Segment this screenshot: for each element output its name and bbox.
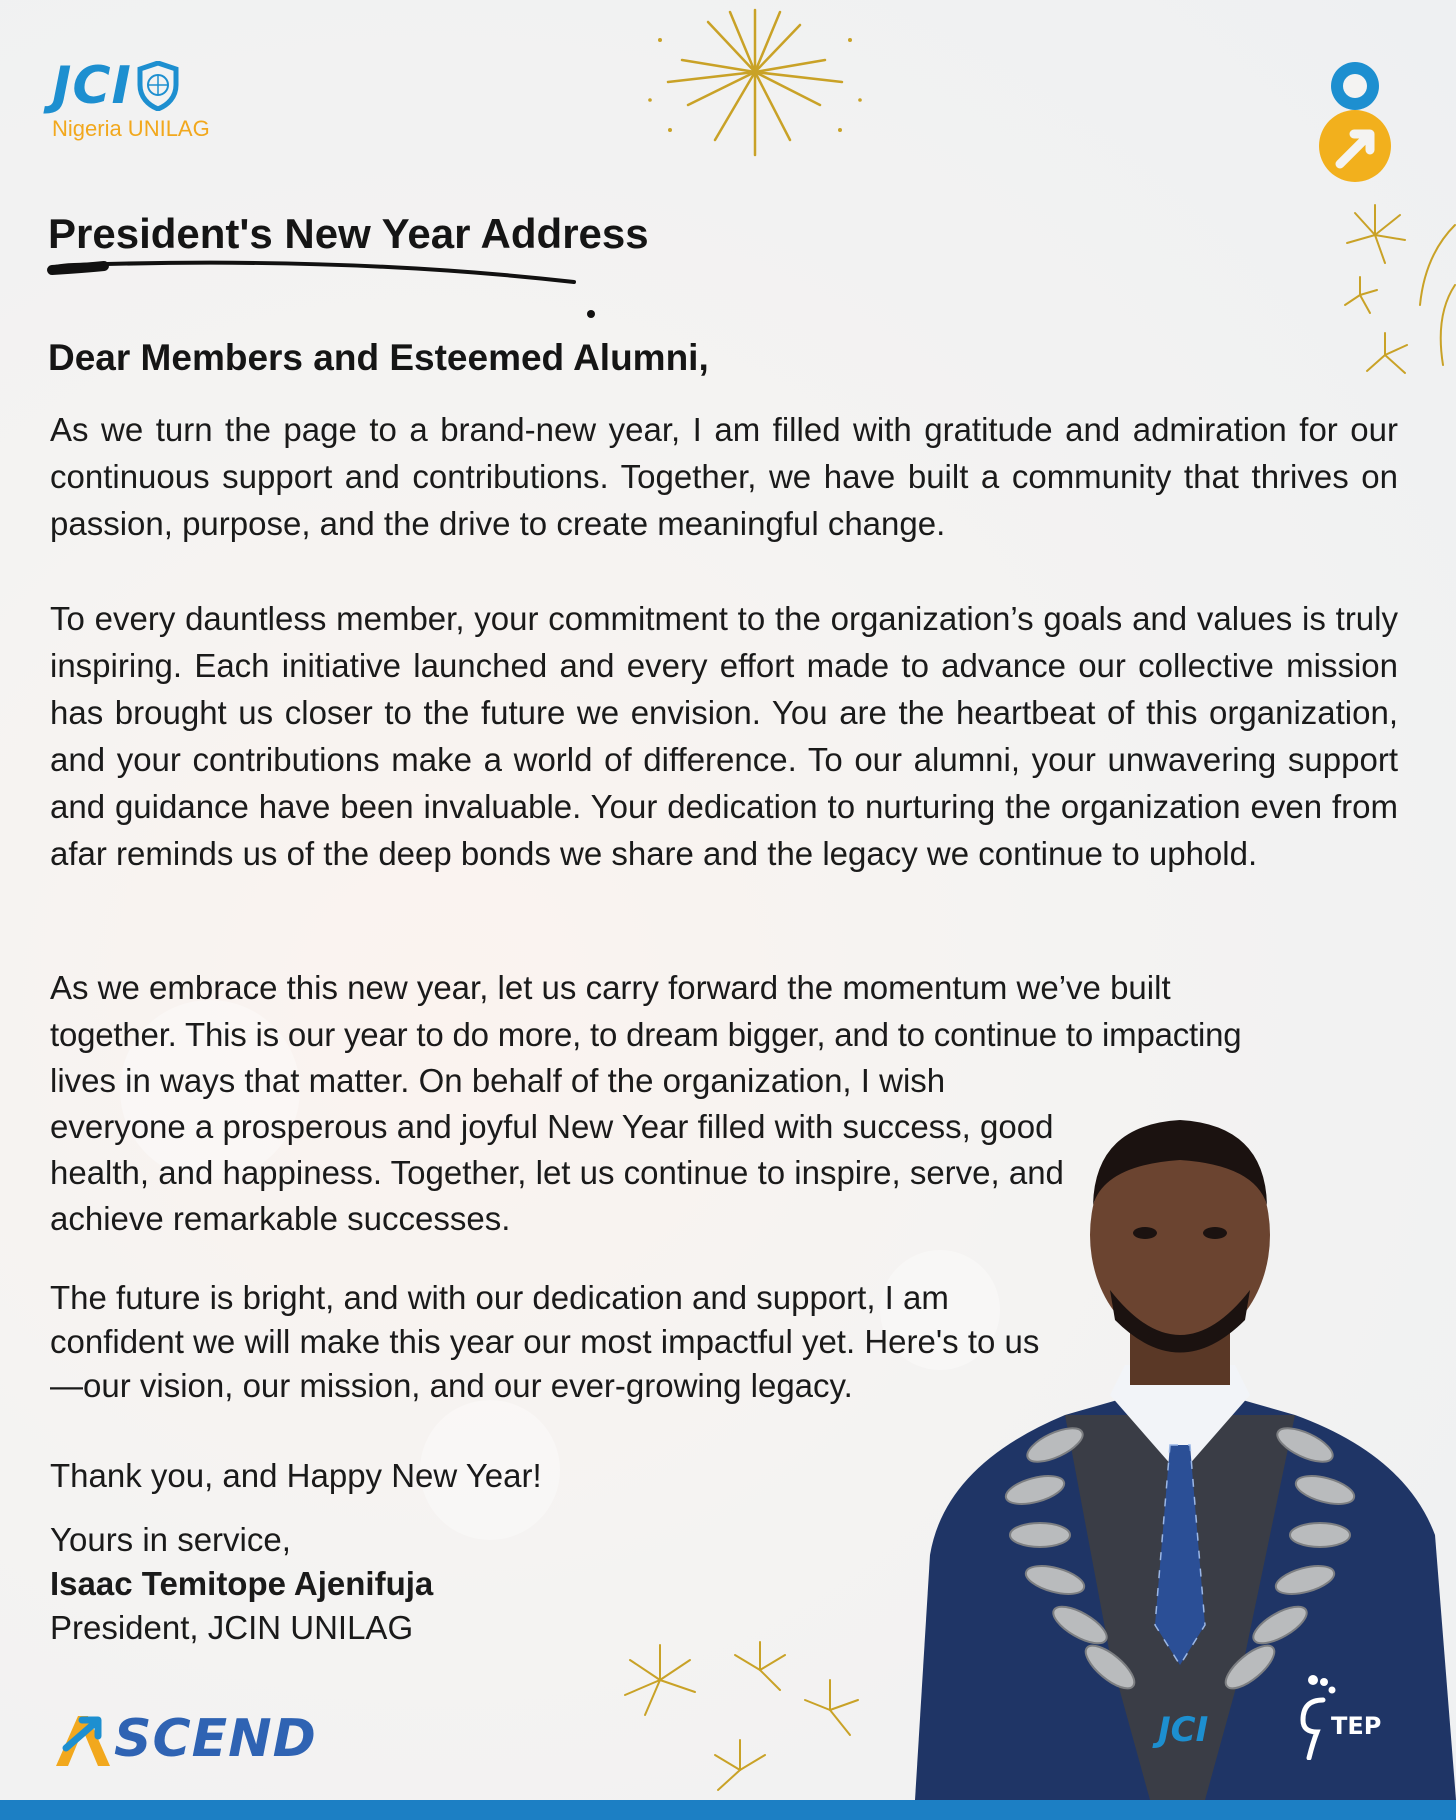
logo-text: JCI — [52, 56, 132, 116]
body-paragraph-3-line-1: As we embrace this new year, let us carry forward the momentum we’ve built — [50, 969, 1171, 1006]
step-logo — [1295, 1670, 1381, 1760]
closing-thanks: Thank you, and Happy New Year! — [50, 1457, 542, 1494]
page-title: President's New Year Address — [48, 210, 649, 257]
ascend-logo — [52, 1708, 317, 1770]
body-paragraph-3-rest: lives in ways that matter. On behalf of the organization, I wish everyone a prosperous and joyful New Year filled with success, good health, and happiness. Together, let us continue to inspire, serve, and achieve remarkable successes. — [50, 1062, 1064, 1237]
ascend-text: SCEND — [114, 1709, 317, 1769]
body-paragraph-3-line-2: together. This is our year to do more, to dream bigger, and to continue to impacting — [50, 1016, 1242, 1053]
shield-icon — [136, 61, 180, 111]
body-paragraph-1: As we turn the page to a brand-new year, I am filled with gratitude and admiration for our continuous support and contributions. Together, we have built a community that thrives on passion, purpose, and the drive to create meaningful change. — [50, 411, 1398, 542]
firework-decoration — [600, 1630, 900, 1800]
signatory-role: President, JCIN UNILAG — [50, 1609, 414, 1646]
signatory-name: Isaac Temitope Ajenifuja — [50, 1565, 434, 1602]
body-paragraph-2: To every dauntless member, your commitment to the organization’s goals and values is truly inspiring. Each initiative launched and every effort made to advance our collective mission has brought us closer to the future we envision. You are the heartbeat of this organization, and your contributions make a world of difference. To our alumni, your unwavering support and guidance have been invaluable. Your dedication to nurturing the organization even from afar reminds us of the deep bonds we share and the legacy we continue to uphold. — [50, 600, 1398, 872]
signoff: Yours in service, — [50, 1521, 291, 1558]
jci-pin-logo: JCI — [1158, 1710, 1209, 1750]
firework-decoration — [610, 0, 900, 170]
step-text: TEP — [1331, 1712, 1382, 1740]
firework-decoration — [1325, 195, 1456, 395]
footer-bar — [0, 1800, 1456, 1820]
salutation: Dear Members and Esteemed Alumni, — [48, 337, 709, 378]
arrow-icon — [52, 1708, 114, 1770]
jci-logo — [52, 56, 210, 142]
body-paragraph-4: The future is bright, and with our dedication and support, I am confident we will make this year our most impactful yet. Here's to us—our vision, our mission, and our ever-growing legacy. — [50, 1279, 1040, 1404]
signature-block — [50, 1518, 433, 1650]
title-underline — [44, 258, 604, 320]
logo-subtitle: Nigeria UNILAG — [52, 116, 210, 141]
ascend-person-icon — [1310, 56, 1400, 186]
